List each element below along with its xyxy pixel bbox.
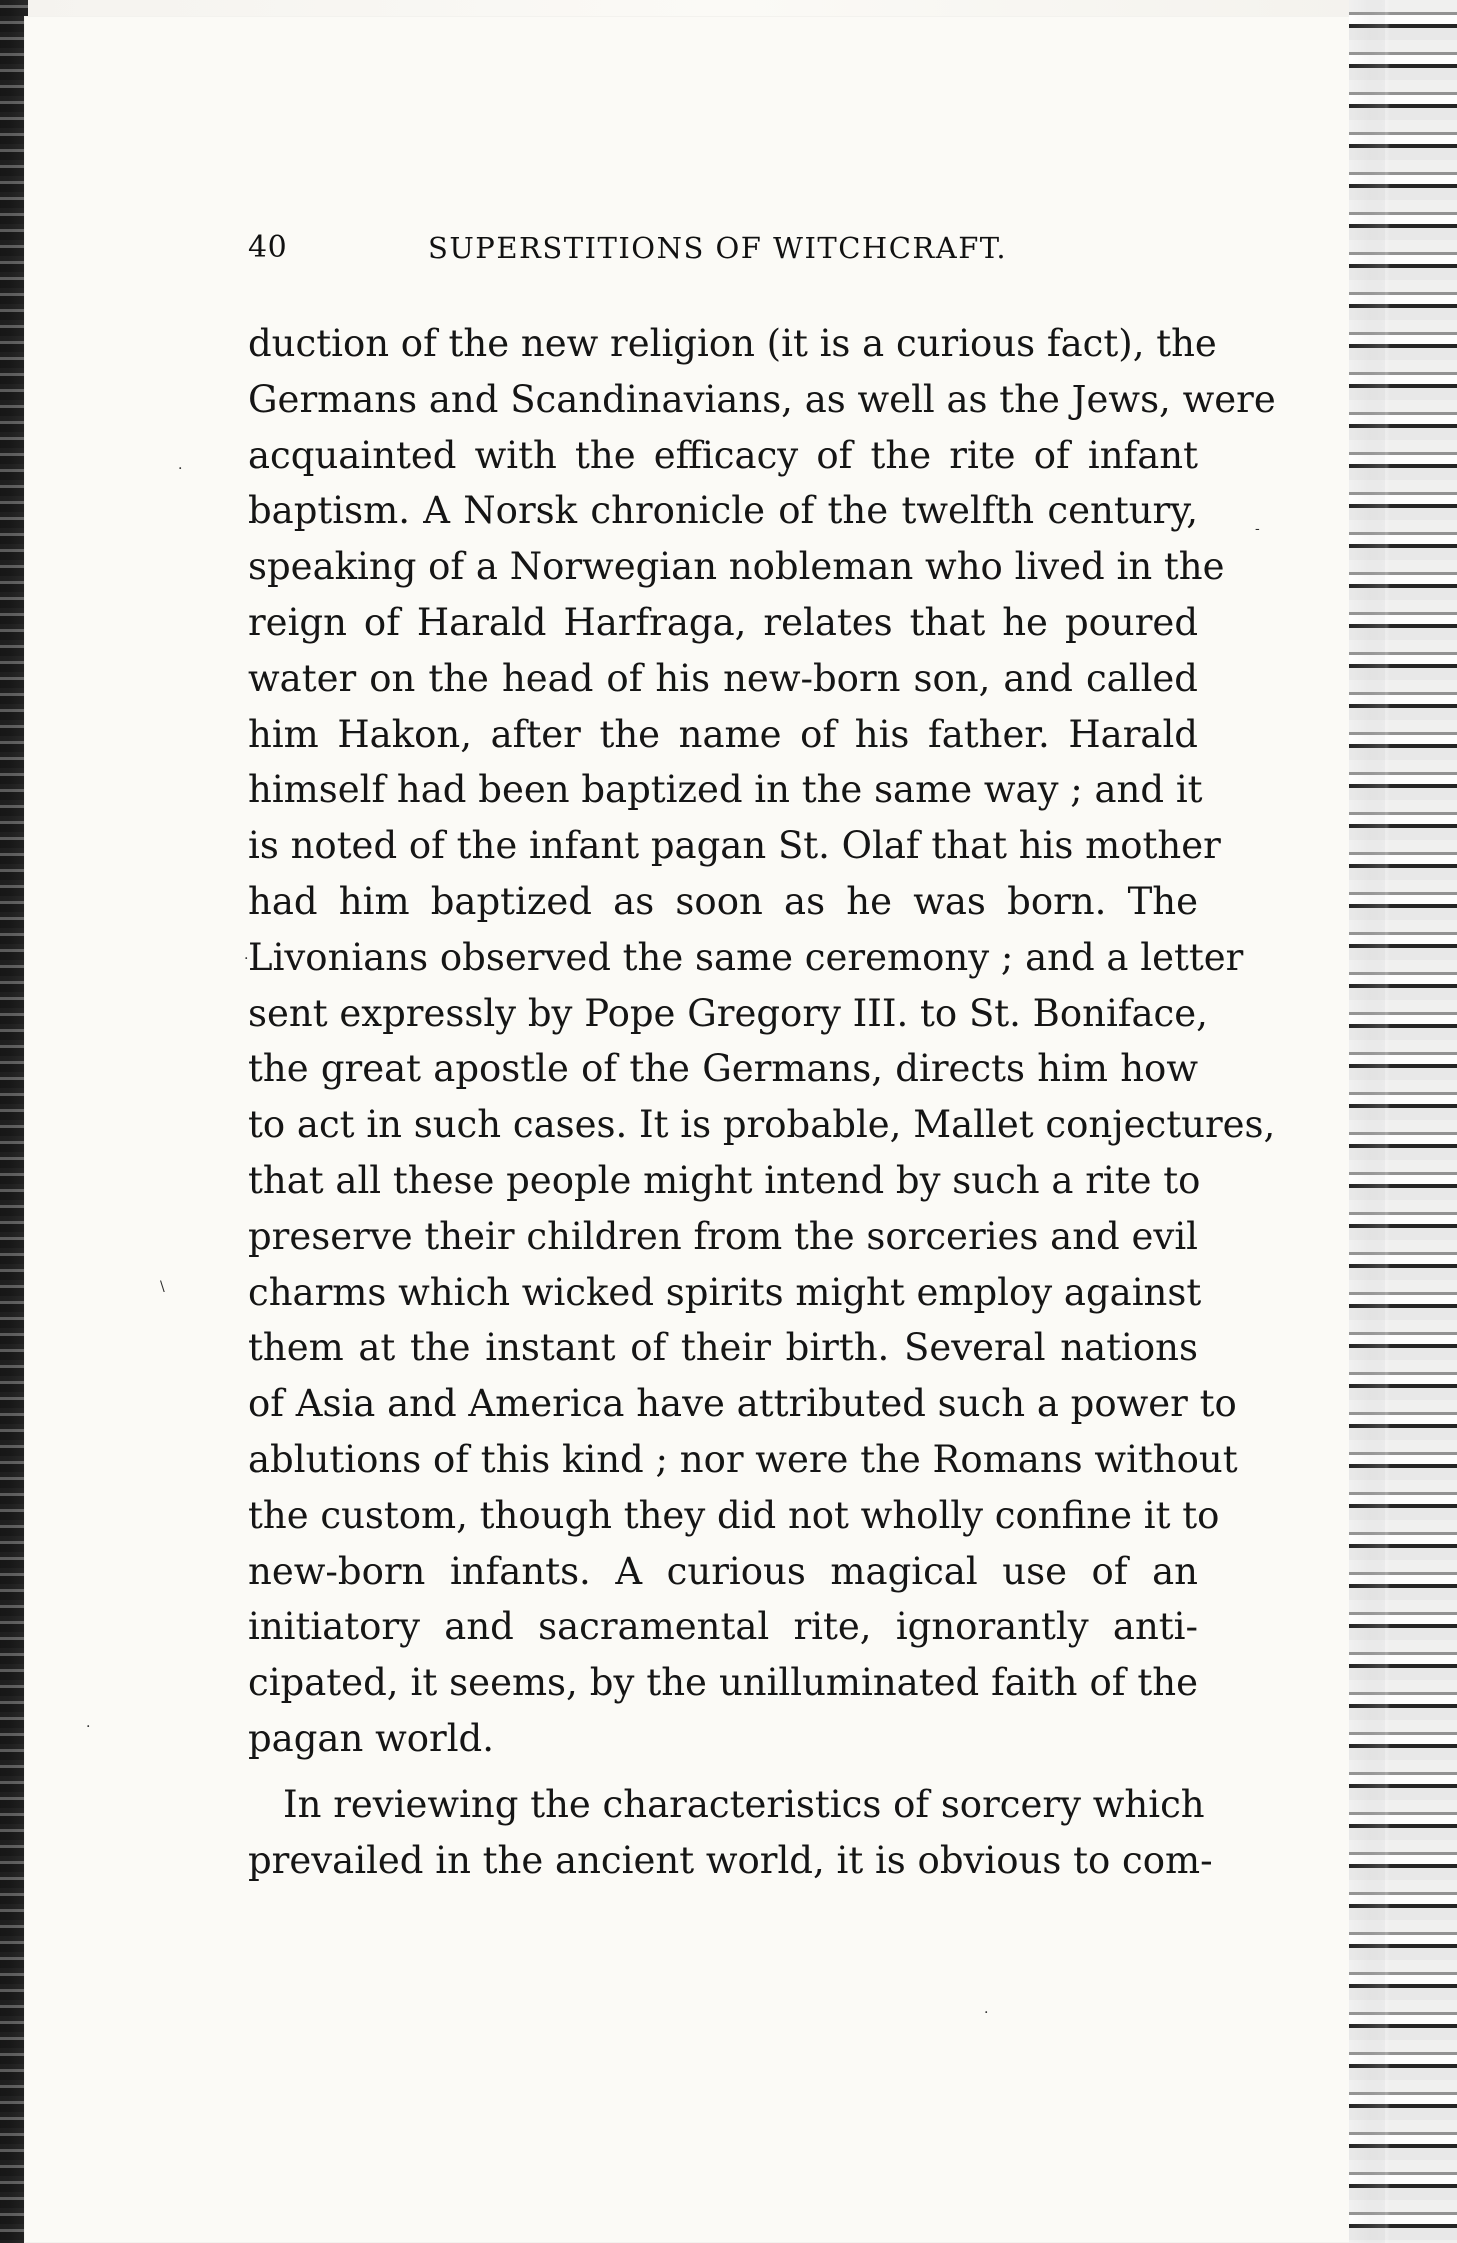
text-line: water on the head of his new-born son, and called (248, 656, 1198, 700)
text-line: to act in such cases. It is probable, Mallet conjectures, (248, 1103, 1276, 1147)
text-line: ablutions of this kind ; nor were the Romans without (248, 1437, 1238, 1481)
text-line: charms which wicked spirits might employ against (248, 1270, 1202, 1314)
scan-speck: . (244, 947, 249, 963)
text-line: cipated, it seems, by the unilluminated faith of the (248, 1661, 1198, 1705)
text-line: the great apostle of the Germans, directs him how (248, 1047, 1198, 1091)
text-line: is noted of the infant pagan St. Olaf that his mother (248, 824, 1221, 868)
text-line: In reviewing the characteristics of sorcery which (283, 1782, 1205, 1826)
text-line: of Asia and America have attributed such a power to (248, 1382, 1237, 1426)
running-head-title: SUPERSTITIONS OF WITCHCRAFT. (428, 231, 1008, 265)
text-line: Germans and Scandinavians, as well as the Jews, were (248, 377, 1276, 421)
text-line: pagan world. (248, 1716, 494, 1760)
scan-speck: . (86, 1715, 91, 1731)
scan-speck: - (1255, 521, 1260, 537)
text-line: himself had been baptized in the same way ; and it (248, 768, 1203, 812)
text-line: preserve their children from the sorceries and evil (248, 1214, 1198, 1258)
text-line: new-born infants. A curious magical use of an (248, 1549, 1198, 1593)
text-line: speaking of a Norwegian nobleman who lived in the (248, 545, 1225, 589)
page-body (248, 316, 1276, 1888)
text-line: sent expressly by Pope Gregory III. to St. Boniface, (248, 991, 1208, 1035)
scan-speck: \ (160, 1279, 165, 1295)
scan-speck: . (178, 457, 183, 473)
page-number: 40 (248, 230, 288, 265)
text-line: initiatory and sacramental rite, ignorantly anti- (248, 1605, 1198, 1649)
text-line: prevailed in the ancient world, it is obvious to com- (248, 1838, 1213, 1882)
text-line: Livonians observed the same ceremony ; and a letter (248, 935, 1244, 979)
text-line: reign of Harald Harfraga, relates that he poured (248, 600, 1198, 644)
text-line: had him baptized as soon as he was born. The (248, 879, 1198, 923)
text-line: duction of the new religion (it is a curious fact), the (248, 322, 1217, 365)
text-line: the custom, though they did not wholly confine it to (248, 1493, 1220, 1537)
right-scan-noise (1349, 0, 1457, 2243)
text-line: acquainted with the efficacy of the rite of infant (248, 433, 1198, 477)
text-line: that all these people might intend by such a rite to (248, 1158, 1201, 1202)
scan-speck: . (984, 2001, 989, 2017)
text-line: them at the instant of their birth. Several nations (248, 1326, 1198, 1370)
running-head (248, 228, 1178, 268)
text-line: him Hakon, after the name of his father. Harald (248, 712, 1198, 756)
text-line: baptism. A Norsk chronicle of the twelfth century, (248, 489, 1198, 533)
